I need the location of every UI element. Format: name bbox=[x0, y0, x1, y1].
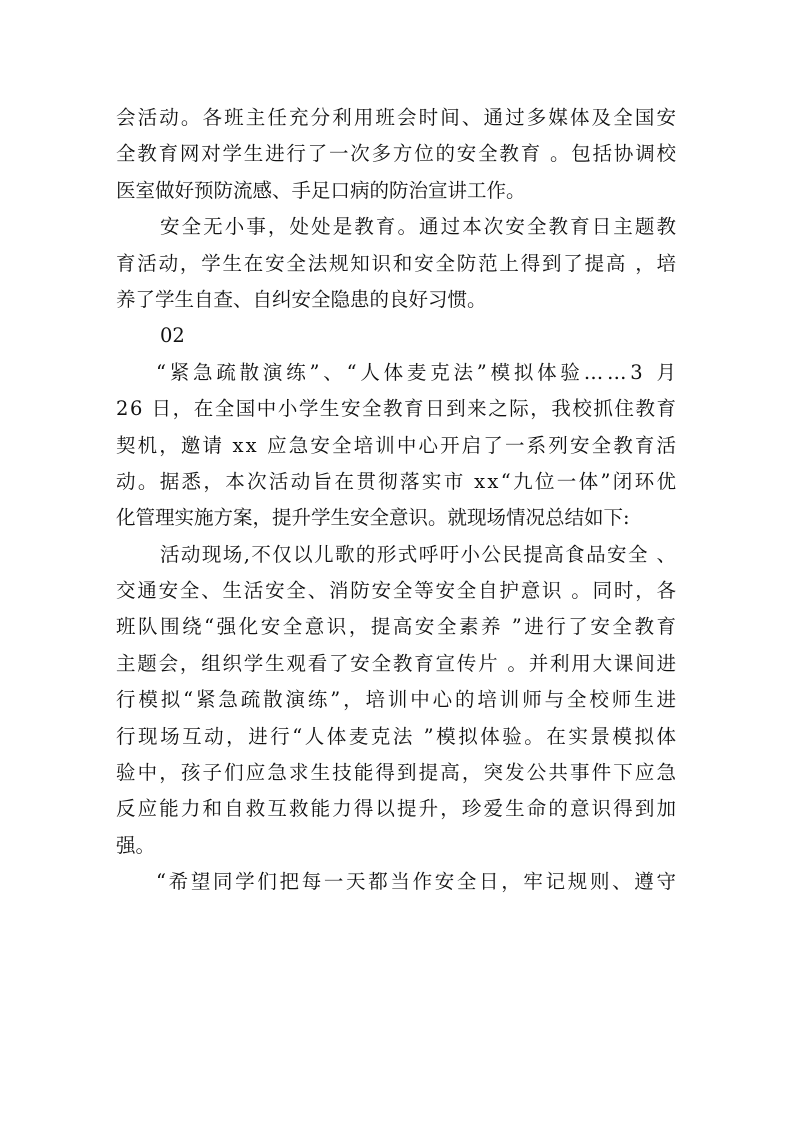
text-line-content: 全教育网对学生进行了一次多方位的安全教育 。包括协调校 bbox=[116, 142, 678, 166]
text-line-content: 活动现场,不仅以儿歌的形式呼吁小公民提高食品安全 、 bbox=[160, 542, 678, 566]
section-number-text: 02 bbox=[160, 324, 185, 348]
text-line bbox=[116, 646, 676, 682]
text-line-content: “紧急疏散演练”、“人体麦克法”模拟体验……3 月 bbox=[156, 360, 680, 384]
text-line-content: 养了学生自查、自纠安全隐患的良好习惯。 bbox=[116, 287, 487, 311]
text-line-content: 班队围绕“强化安全意识，提高安全素养 ”进行了安全教育 bbox=[116, 615, 679, 639]
text-line-content: 动。据悉，本次活动旨在贯彻落实市 xx“九位一体”闭环优 bbox=[116, 469, 679, 493]
text-line-content: “希望同学们把每一天都当作安全日，牢记规则、遵守 bbox=[156, 870, 679, 894]
text-line-content: 强。 bbox=[116, 833, 156, 857]
text-line-content: 契机，邀请 xx 应急安全培训中心开启了一系列安全教育活 bbox=[116, 433, 679, 457]
text-line bbox=[116, 828, 676, 864]
text-line-content: 化管理实施方案，提升学生安全意识。就现场情况总结如下: bbox=[116, 506, 630, 530]
text-line bbox=[116, 755, 679, 791]
text-line-content: 育活动，学生在安全法规知识和安全防范上得到了提高 ，培 bbox=[116, 251, 678, 275]
text-line bbox=[116, 100, 679, 136]
text-line-content: 行现场互动，进行“人体麦克法 ”模拟体验。在实景模拟体 bbox=[116, 724, 679, 748]
text-line-content: 验中，孩子们应急求生技能得到提高，突发公共事件下应急 bbox=[116, 761, 679, 785]
text-line bbox=[116, 136, 676, 172]
text-line bbox=[116, 573, 676, 609]
text-line bbox=[116, 209, 679, 245]
text-line bbox=[116, 500, 676, 536]
text-line bbox=[116, 246, 676, 282]
text-line bbox=[116, 537, 676, 573]
text-line-content: 反应能力和自救互救能力得以提升，珍爱生命的意识得到加 bbox=[116, 797, 679, 821]
text-line bbox=[116, 719, 679, 755]
text-line bbox=[116, 173, 676, 209]
text-line bbox=[116, 428, 679, 464]
text-line bbox=[116, 791, 679, 827]
document-body bbox=[116, 100, 680, 901]
text-line-content: 主题会，组织学生观看了安全教育宣传片 。并利用大课间进 bbox=[116, 651, 678, 675]
text-line-content: 26 日，在全国中小学生安全教育日到来之际，我校抓住教育 bbox=[116, 397, 678, 421]
text-line bbox=[116, 864, 679, 900]
text-line bbox=[116, 609, 679, 645]
text-line-content: 会活动。各班主任充分利用班会时间、通过多媒体及全国安 bbox=[116, 106, 679, 129]
section-number bbox=[116, 318, 676, 354]
text-line-content: 交通安全、生活安全、消防安全等安全自护意识 。同时，各 bbox=[116, 579, 678, 603]
text-line-content: 安全无小事，处处是教育。通过本次安全教育日主题教 bbox=[160, 215, 679, 239]
text-line bbox=[116, 282, 676, 318]
text-line bbox=[116, 355, 680, 391]
text-line bbox=[116, 464, 679, 500]
text-line-content: 医室做好预防流感、手足口病的防治宣讲工作。 bbox=[116, 178, 526, 202]
text-line-content: 行模拟“紧急疏散演练”，培训中心的培训师与全校师生进 bbox=[116, 688, 679, 712]
text-line bbox=[116, 682, 679, 718]
text-line bbox=[116, 391, 676, 427]
